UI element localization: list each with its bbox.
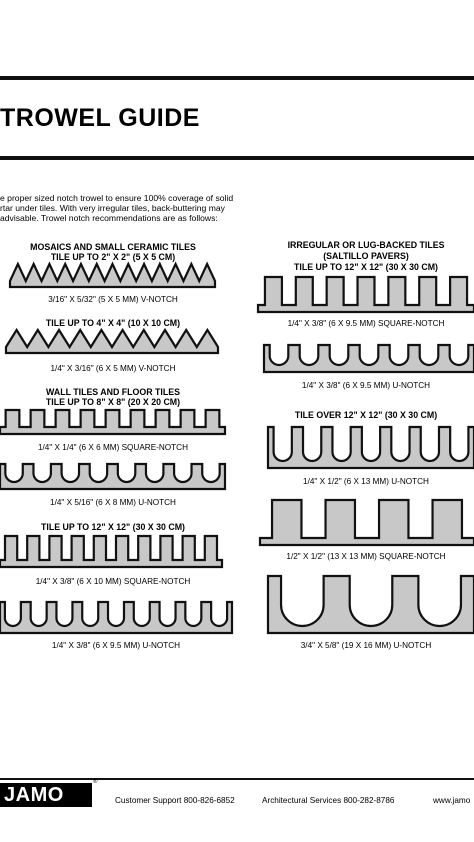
profile-v-small (10, 262, 215, 290)
caption-u-16mm: 3/4" X 5/8" (19 X 16 MM) U-NOTCH (300, 641, 432, 650)
section-wall-floor-title: WALL TILES AND FLOOR TILES (46, 387, 180, 397)
caption-u-8mm: 1/4" X 5/16" (6 X 8 MM) U-NOTCH (50, 498, 176, 507)
profile-square-6mm-shape (0, 410, 225, 434)
architectural-services-text: Architectural Services 800-282-8786 (262, 796, 395, 805)
profile-v-small-shape (10, 264, 215, 287)
profile-u-9-5mm-left (0, 600, 232, 636)
profile-square-10mm-shape (0, 536, 222, 567)
profile-square-6mm (0, 408, 225, 437)
section-mosaics-title: MOSAICS AND SMALL CERAMIC TILES (30, 242, 196, 252)
profile-u-9-5mm-right (264, 343, 474, 375)
intro-line-3: advisable. Trowel notch recommendations are as follows: (0, 213, 218, 223)
caption-square-13mm: 1/2" X 1/2" (13 X 13 MM) SQUARE-NOTCH (286, 552, 446, 561)
profile-u-16mm-shape (268, 576, 474, 633)
profile-u-8mm-shape (0, 464, 225, 489)
intro-line-2: rtar under tiles. With very irregular tiles, back-buttering may (0, 203, 225, 213)
profile-square-13mm-shape (260, 500, 474, 545)
section-wall-floor-sub: TILE UP TO 8" X 8" (20 X 20 CM) (45, 397, 181, 407)
section-mosaics-sub: TILE UP TO 2" X 2" (5 X 5 CM) (50, 252, 176, 262)
caption-square-10mm: 1/4" X 3/8" (6 X 10 MM) SQUARE-NOTCH (35, 577, 191, 586)
profile-square-9-5mm-shape (258, 277, 474, 312)
caption-u-9-5mm-right: 1/4" X 3/8" (6 X 9.5 MM) U-NOTCH (301, 381, 431, 390)
profile-u-8mm (0, 462, 225, 492)
footer-rule (0, 778, 474, 780)
caption-v-medium: 1/4" X 3/16" (6 X 5 MM) V-NOTCH (50, 364, 176, 373)
profile-square-9-5mm (258, 275, 474, 315)
profile-u-9-5mm-right-shape (264, 345, 474, 372)
profile-v-medium-shape (6, 330, 218, 353)
registered-mark: ® (93, 779, 98, 785)
profile-u-9-5mm-left-shape (0, 602, 232, 633)
profile-square-10mm (0, 534, 222, 570)
profile-u-13mm (268, 425, 474, 471)
section-4x4-sub: TILE UP TO 4" X 4" (10 X 10 CM) (45, 318, 181, 328)
profile-u-13mm-shape (268, 427, 474, 468)
profile-v-medium (6, 328, 218, 356)
section-over-12x12-sub: TILE OVER 12" X 12" (30 X 30 CM) (294, 410, 438, 420)
caption-square-9-5mm: 1/4" X 3/8" (6 X 9.5 MM) SQUARE-NOTCH (287, 319, 445, 328)
section-irregular-sub: TILE UP TO 12" X 12" (30 X 30 CM) (294, 262, 438, 272)
title-rule (0, 156, 474, 160)
customer-support-text: Customer Support 800-826-6852 (115, 796, 235, 805)
caption-u-13mm: 1/4" X 1/2" (6 X 13 MM) U-NOTCH (303, 477, 429, 486)
profile-square-13mm (260, 498, 474, 548)
jamo-logo: JAMO (0, 783, 92, 807)
page-title: TROWEL GUIDE (0, 104, 200, 132)
caption-square-6mm: 1/4" X 1/4" (6 X 6 MM) SQUARE-NOTCH (37, 443, 189, 452)
profile-u-16mm (268, 574, 474, 636)
intro-line-1: e proper sized notch trowel to ensure 100% coverage of solid (0, 193, 234, 203)
section-12x12-sub: TILE UP TO 12" X 12" (30 X 30 CM) (41, 522, 185, 532)
top-rule (0, 76, 474, 80)
website-link[interactable]: www.jamo (433, 796, 471, 805)
section-irregular-title2: (SALTILLO PAVERS) (323, 251, 409, 261)
caption-v-small: 3/16" X 5/32" (5 X 5 MM) V-NOTCH (48, 295, 178, 304)
section-irregular-title: IRREGULAR OR LUG-BACKED TILES (287, 240, 445, 250)
caption-u-9-5mm-left: 1/4" X 3/8" (6 X 9.5 MM) U-NOTCH (51, 641, 181, 650)
